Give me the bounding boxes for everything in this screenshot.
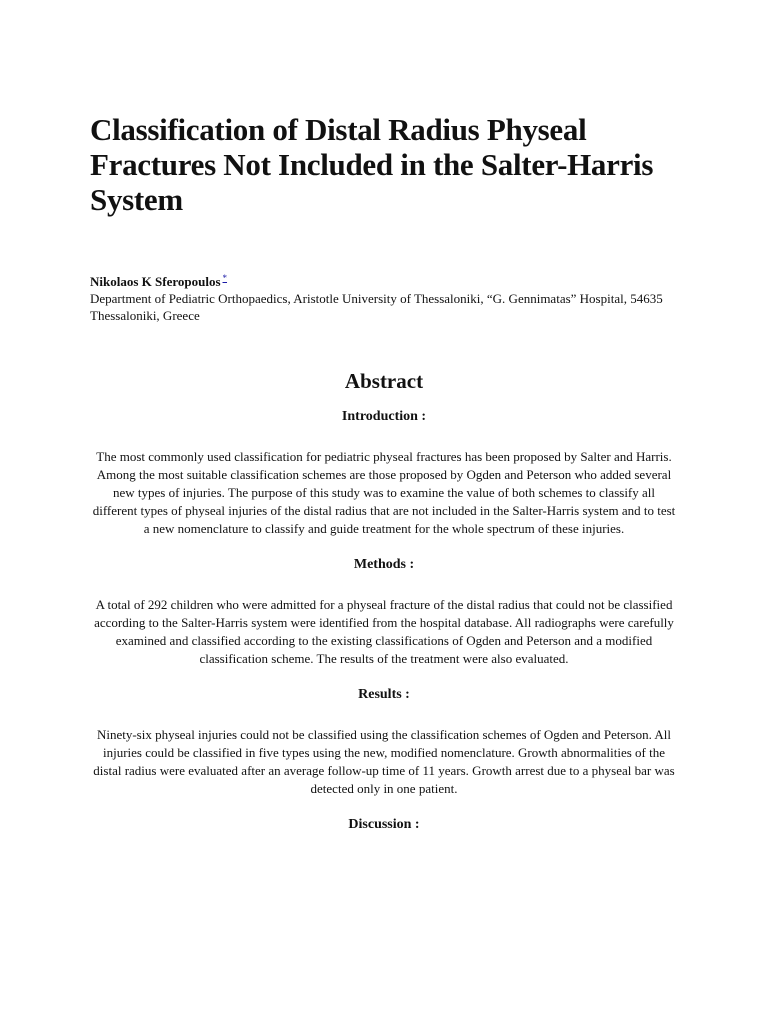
methods-body: A total of 292 children who were admitted for a physeal fracture of the distal radius that could not be classified according to the Salter-Harris system were identified from the hospital database. All radiographs were carefully examined and classified according to the existing classifications of Ogden and Peterson and a modified classification scheme. The results of the treatment were also evaluated.: [94, 597, 674, 666]
results-heading: Results :: [358, 687, 410, 702]
author-name: Nikolaos K Sferopoulos: [90, 274, 221, 289]
section-discussion: [90, 816, 678, 834]
paper-title: Classification of Distal Radius Physeal Fractures Not Included in the Salter-Harris System: [90, 112, 654, 217]
abstract-heading: Abstract: [344, 369, 424, 393]
methods-heading: Methods :: [353, 557, 415, 572]
introduction-heading: Introduction :: [341, 409, 427, 424]
section-introduction: [90, 408, 678, 538]
results-body: Ninety-six physeal injuries could not be classified using the classification schemes of Ogden and Peterson. All injuries could be classified in five types using the new, modified nomenclature. Growth abnormalities of the distal radius were evaluated after an average follow-up time of 11 years. Growth arrest due to a physeal bar was detected only in one patient.: [93, 727, 675, 796]
section-results: [90, 686, 678, 798]
author-marker-link[interactable]: *: [222, 272, 228, 283]
paper-page: [90, 112, 678, 834]
introduction-body: The most commonly used classification for pediatric physeal fractures has been proposed by Salter and Harris. Among the most suitable classification schemes are those proposed by Ogden and Peterson who added several new types of injuries. The purpose of this study was to examine the value of both schemes to classify all different types of physeal injuries of the distal radius that are not included in the Salter-Harris system and to test a new nomenclature to classify and guide treatment for the whole spectrum of these injuries.: [92, 449, 676, 536]
author-affiliation: Department of Pediatric Orthopaedics, Aristotle University of Thessaloniki, “G. Gennimatas” Hospital, 54635 Thessaloniki, Greece: [90, 291, 663, 323]
author-block: [90, 273, 678, 324]
discussion-heading: Discussion :: [348, 817, 420, 832]
section-methods: [90, 556, 678, 668]
